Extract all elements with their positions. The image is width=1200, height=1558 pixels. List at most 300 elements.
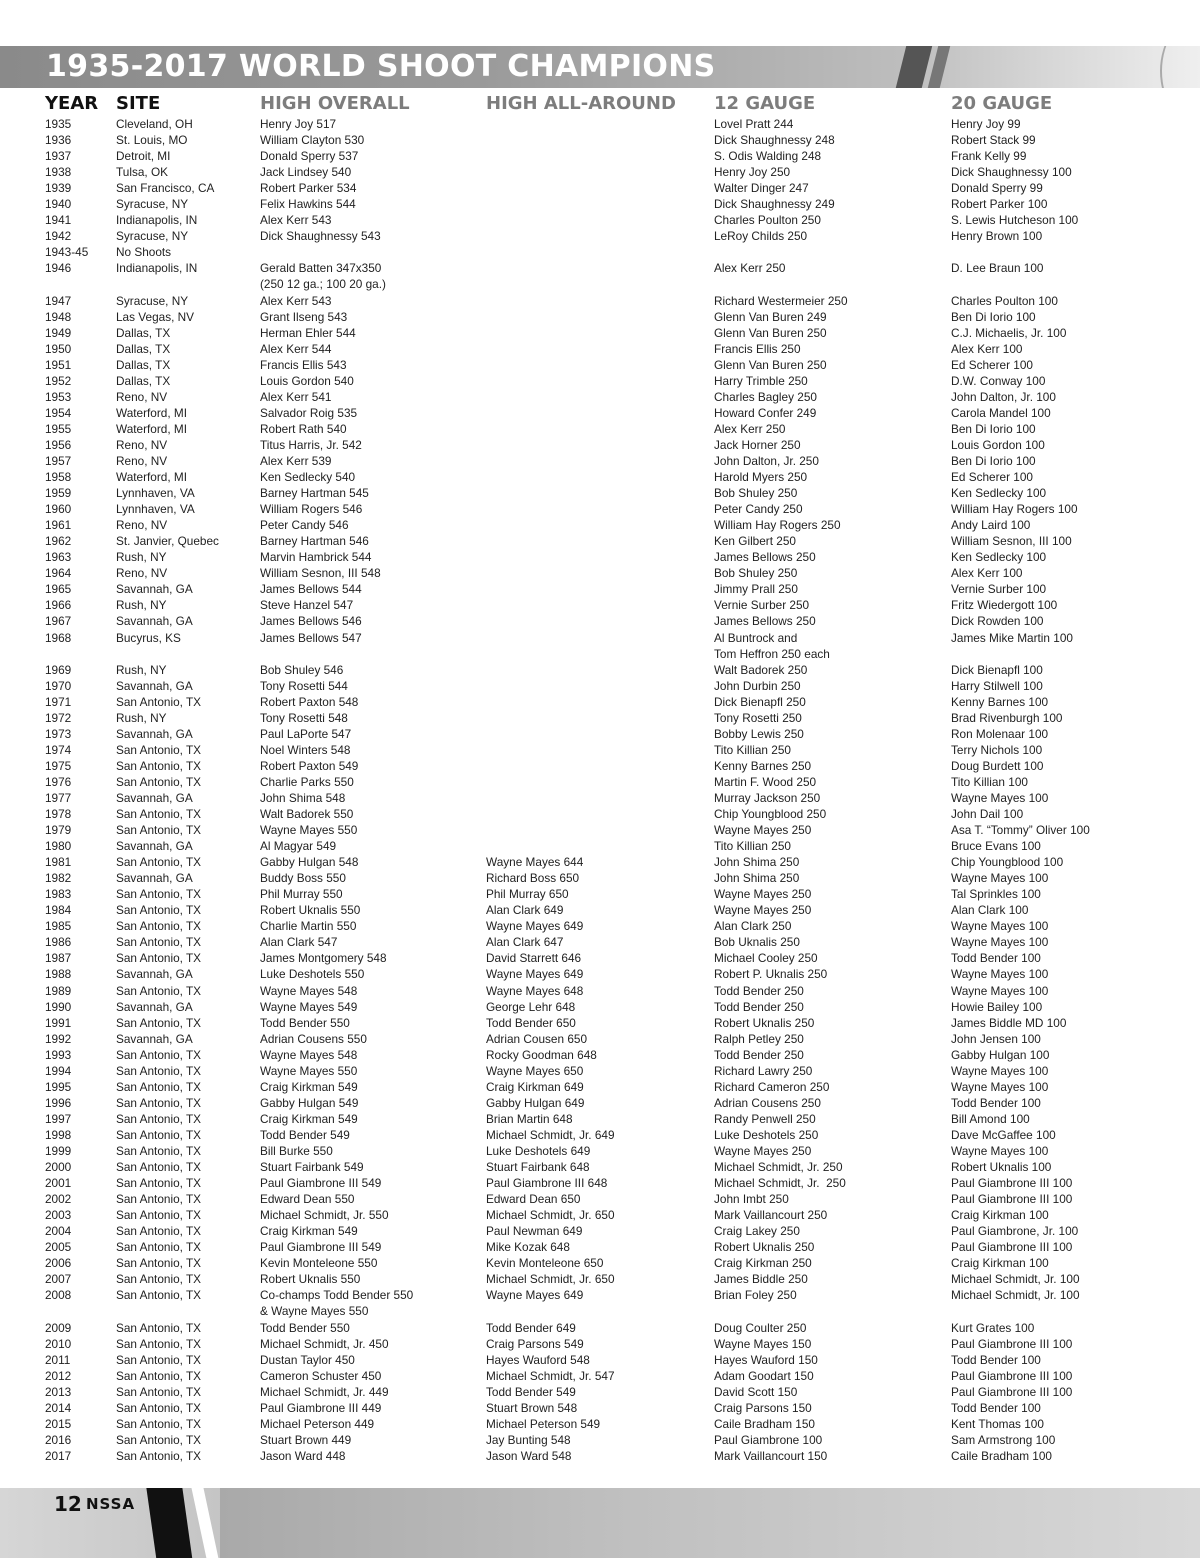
12-gauge-cell: John Shima 250 — [714, 871, 800, 886]
high-overall-cell: Stuart Brown 449 — [260, 1432, 352, 1447]
table-row — [0, 838, 1200, 854]
20-gauge-cell: Charles Poulton 100 — [951, 293, 1058, 308]
20-gauge-cell: John Jensen 100 — [951, 1031, 1041, 1046]
year-cell: 1988 — [45, 967, 72, 982]
site-cell: Indianapolis, IN — [116, 213, 198, 228]
12-gauge-cell: Richard Westermeier 250 — [714, 293, 848, 308]
table-row — [0, 950, 1200, 966]
table-row — [0, 309, 1200, 325]
12-gauge-cell: Al Buntrock and Tom Heffron 250 each — [714, 630, 830, 661]
20-gauge-cell: James Biddle MD 100 — [951, 1015, 1067, 1030]
year-cell: 1974 — [45, 742, 72, 757]
high-all-around-cell: Michael Peterson 549 — [486, 1416, 601, 1431]
table-row — [0, 1127, 1200, 1143]
high-overall-cell: Paul Giambrone III 549 — [260, 1176, 382, 1191]
table-row — [0, 533, 1200, 549]
high-overall-cell: Felix Hawkins 544 — [260, 197, 356, 212]
12-gauge-cell: Wayne Mayes 250 — [714, 887, 812, 902]
site-cell: San Antonio, TX — [116, 1111, 202, 1126]
20-gauge-cell: Ed Scherer 100 — [951, 357, 1033, 372]
table-row — [0, 999, 1200, 1015]
12-gauge-cell: Todd Bender 250 — [714, 1047, 804, 1062]
12-gauge-cell: Luke Deshotels 250 — [714, 1127, 819, 1142]
year-cell: 2002 — [45, 1192, 72, 1207]
high-overall-cell: Robert Uknalis 550 — [260, 1272, 361, 1287]
year-cell: 2007 — [45, 1272, 72, 1287]
table-row — [0, 726, 1200, 742]
20-gauge-cell: James Mike Martin 100 — [951, 630, 1073, 645]
high-overall-cell: Barney Hartman 545 — [260, 486, 369, 501]
table-row — [0, 854, 1200, 870]
12-gauge-cell: Craig Lakey 250 — [714, 1224, 800, 1239]
table-row — [0, 180, 1200, 196]
table-row — [0, 1015, 1200, 1031]
site-cell: San Antonio, TX — [116, 1095, 202, 1110]
20-gauge-cell: Kenny Barnes 100 — [951, 694, 1049, 709]
page-footer — [0, 1488, 1200, 1558]
high-all-around-cell: Craig Kirkman 649 — [486, 1079, 584, 1094]
year-cell: 2011 — [45, 1352, 71, 1367]
table-row — [0, 886, 1200, 902]
site-cell: San Antonio, TX — [116, 903, 202, 918]
20-gauge-cell: Todd Bender 100 — [951, 1095, 1041, 1110]
table-row — [0, 918, 1200, 934]
high-overall-cell: Peter Candy 546 — [260, 518, 349, 533]
site-cell: San Antonio, TX — [116, 983, 202, 998]
high-overall-cell: Barney Hartman 546 — [260, 534, 369, 549]
year-cell: 1980 — [45, 839, 72, 854]
table-row — [0, 1159, 1200, 1175]
20-gauge-cell: Terry Nichols 100 — [951, 742, 1043, 757]
high-all-around-cell: Edward Dean 650 — [486, 1192, 581, 1207]
table-row — [0, 710, 1200, 726]
high-overall-cell: Adrian Cousens 550 — [260, 1031, 367, 1046]
12-gauge-cell: Harry Trimble 250 — [714, 373, 808, 388]
20-gauge-cell: C.J. Michaelis, Jr. 100 — [951, 325, 1067, 340]
year-cell: 1985 — [45, 919, 72, 934]
12-gauge-cell: Glenn Van Buren 249 — [714, 309, 827, 324]
12-gauge-cell: Jimmy Prall 250 — [714, 582, 798, 597]
year-cell: 1952 — [45, 373, 72, 388]
decorative-stripe — [189, 1488, 222, 1558]
20-gauge-cell: Paul Giambrone III 100 — [951, 1384, 1073, 1399]
year-cell: 1975 — [45, 758, 72, 773]
20-gauge-cell: Vernie Surber 100 — [951, 582, 1047, 597]
table-row — [0, 196, 1200, 212]
year-cell: 1983 — [45, 887, 72, 902]
year-cell: 1946 — [45, 261, 72, 276]
site-cell: Syracuse, NY — [116, 197, 189, 212]
12-gauge-cell: LeRoy Childs 250 — [714, 229, 808, 244]
header-12-gauge: 12 GAUGE — [714, 93, 816, 114]
year-cell: 1969 — [45, 662, 72, 677]
high-all-around-cell: Wayne Mayes 648 — [486, 983, 584, 998]
high-all-around-cell: Wayne Mayes 649 — [486, 1288, 584, 1303]
year-cell: 2015 — [45, 1416, 72, 1431]
site-cell: Reno, NV — [116, 437, 168, 452]
year-cell: 1993 — [45, 1047, 72, 1062]
12-gauge-cell: Wayne Mayes 150 — [714, 1336, 812, 1351]
site-cell: Reno, NV — [116, 566, 168, 581]
20-gauge-cell: Ken Sedlecky 100 — [951, 550, 1047, 565]
site-cell: San Antonio, TX — [116, 823, 202, 838]
site-cell: San Antonio, TX — [116, 807, 202, 822]
high-all-around-cell: Wayne Mayes 649 — [486, 919, 584, 934]
20-gauge-cell: Harry Stilwell 100 — [951, 678, 1043, 693]
site-cell: San Antonio, TX — [116, 742, 202, 757]
12-gauge-cell: Mark Vaillancourt 250 — [714, 1208, 828, 1223]
high-all-around-cell: Michael Schmidt, Jr. 547 — [486, 1368, 615, 1383]
12-gauge-cell: Bob Uknalis 250 — [714, 935, 800, 950]
site-cell: San Antonio, TX — [116, 1144, 202, 1158]
table-row — [0, 1079, 1200, 1095]
12-gauge-cell: Todd Bender 250 — [714, 999, 804, 1014]
site-cell: Lynnhaven, VA — [116, 502, 195, 517]
site-cell: San Antonio, TX — [116, 1160, 202, 1175]
table-row — [0, 453, 1200, 469]
high-overall-cell: Charlie Martin 550 — [260, 919, 357, 934]
high-overall-cell: Francis Ellis 543 — [260, 357, 347, 372]
header-high-overall: HIGH OVERALL — [260, 93, 410, 114]
year-cell: 2008 — [45, 1288, 72, 1303]
20-gauge-cell: Wayne Mayes 100 — [951, 919, 1049, 934]
12-gauge-cell: John Shima 250 — [714, 855, 800, 870]
site-cell: San Antonio, TX — [116, 1127, 202, 1142]
year-cell: 1943-45 — [45, 245, 89, 260]
high-overall-cell: John Shima 548 — [260, 790, 346, 805]
high-all-around-cell: Michael Schmidt, Jr. 649 — [486, 1127, 615, 1142]
table-row — [0, 164, 1200, 180]
12-gauge-cell: Alex Kerr 250 — [714, 421, 786, 436]
site-cell: San Antonio, TX — [116, 1288, 202, 1303]
year-cell: 1937 — [45, 149, 72, 164]
table-row — [0, 870, 1200, 886]
table-row — [0, 822, 1200, 838]
high-all-around-cell: Craig Parsons 549 — [486, 1336, 584, 1351]
year-cell: 1961 — [45, 518, 72, 533]
site-cell: Savannah, GA — [116, 999, 193, 1014]
site-cell: Savannah, GA — [116, 582, 193, 597]
table-row — [0, 613, 1200, 629]
12-gauge-cell: Walter Dinger 247 — [714, 181, 809, 196]
high-overall-cell: Wayne Mayes 550 — [260, 1063, 358, 1078]
high-all-around-cell: Stuart Brown 548 — [486, 1400, 578, 1415]
header-high-all-around: HIGH ALL-AROUND — [486, 93, 676, 114]
high-overall-cell: James Bellows 544 — [260, 582, 362, 597]
high-overall-cell: James Bellows 547 — [260, 630, 362, 645]
site-cell: Rush, NY — [116, 662, 167, 677]
site-cell: San Antonio, TX — [116, 1224, 202, 1239]
high-overall-cell: Michael Schmidt, Jr. 450 — [260, 1336, 389, 1351]
site-cell: Savannah, GA — [116, 871, 193, 886]
20-gauge-cell: Dick Bienapfl 100 — [951, 662, 1043, 677]
20-gauge-cell: Caile Bradham 100 — [951, 1448, 1052, 1463]
20-gauge-cell: Wayne Mayes 100 — [951, 790, 1049, 805]
site-cell: No Shoots — [116, 245, 172, 260]
high-overall-cell: Walt Badorek 550 — [260, 807, 354, 822]
20-gauge-cell: Todd Bender 100 — [951, 1400, 1041, 1415]
12-gauge-cell: Francis Ellis 250 — [714, 341, 801, 356]
table-row — [0, 228, 1200, 244]
year-cell: 1958 — [45, 470, 72, 485]
high-overall-cell: Noel Winters 548 — [260, 742, 351, 757]
table-row — [0, 1143, 1200, 1159]
table-row — [0, 341, 1200, 357]
high-overall-cell: Wayne Mayes 548 — [260, 983, 358, 998]
footer-panel — [220, 1488, 1200, 1558]
20-gauge-cell: Fritz Wiedergott 100 — [951, 598, 1058, 613]
site-cell: San Antonio, TX — [116, 1352, 202, 1367]
year-cell: 1987 — [45, 951, 72, 966]
high-overall-cell: William Rogers 546 — [260, 502, 363, 517]
year-cell: 1960 — [45, 502, 72, 517]
20-gauge-cell: Wayne Mayes 100 — [951, 1063, 1049, 1078]
20-gauge-cell: Frank Kelly 99 — [951, 149, 1027, 164]
year-cell: 1938 — [45, 165, 72, 180]
year-cell: 1972 — [45, 710, 72, 725]
20-gauge-cell: Dave McGaffee 100 — [951, 1127, 1056, 1142]
site-cell: Savannah, GA — [116, 614, 193, 629]
high-all-around-cell: Todd Bender 649 — [486, 1320, 576, 1335]
20-gauge-cell: Wayne Mayes 100 — [951, 983, 1049, 998]
year-cell: 1949 — [45, 325, 72, 340]
12-gauge-cell: Robert Uknalis 250 — [714, 1015, 815, 1030]
table-row — [0, 1368, 1200, 1384]
site-cell: San Antonio, TX — [116, 1368, 202, 1383]
site-cell: Savannah, GA — [116, 678, 193, 693]
year-cell: 1986 — [45, 935, 72, 950]
table-row — [0, 1271, 1200, 1287]
high-overall-cell: Steve Hanzel 547 — [260, 598, 354, 613]
header-20-gauge: 20 GAUGE — [951, 93, 1053, 114]
high-overall-cell: Craig Kirkman 549 — [260, 1224, 358, 1239]
high-all-around-cell: Todd Bender 650 — [486, 1015, 576, 1030]
12-gauge-cell: Martin F. Wood 250 — [714, 774, 817, 789]
12-gauge-cell: Robert Uknalis 250 — [714, 1240, 815, 1255]
site-cell: Reno, NV — [116, 518, 168, 533]
table-row — [0, 1287, 1200, 1319]
20-gauge-cell: Kent Thomas 100 — [951, 1416, 1044, 1431]
12-gauge-cell: Alan Clark 250 — [714, 919, 792, 934]
site-cell: San Antonio, TX — [116, 758, 202, 773]
year-cell: 1953 — [45, 389, 72, 404]
site-cell: Dallas, TX — [116, 357, 171, 372]
year-cell: 1936 — [45, 133, 72, 148]
12-gauge-cell: Craig Kirkman 250 — [714, 1256, 812, 1271]
year-cell: 1947 — [45, 293, 72, 308]
table-row — [0, 662, 1200, 678]
high-all-around-cell: Richard Boss 650 — [486, 871, 580, 886]
year-cell: 1966 — [45, 598, 72, 613]
20-gauge-cell: John Dail 100 — [951, 807, 1024, 822]
year-cell: 1962 — [45, 534, 72, 549]
year-cell: 1971 — [45, 694, 72, 709]
12-gauge-cell: James Biddle 250 — [714, 1272, 808, 1287]
table-row — [0, 1239, 1200, 1255]
high-overall-cell: William Sesnon, III 548 — [260, 566, 381, 581]
high-overall-cell: Herman Ehler 544 — [260, 325, 356, 340]
table-row — [0, 549, 1200, 565]
year-cell: 1951 — [45, 357, 72, 372]
site-cell: San Antonio, TX — [116, 1047, 202, 1062]
site-cell: St. Janvier, Quebec — [116, 534, 219, 549]
table-row — [0, 1191, 1200, 1207]
12-gauge-cell: Charles Bagley 250 — [714, 389, 817, 404]
20-gauge-cell: Doug Burdett 100 — [951, 758, 1044, 773]
year-cell: 1967 — [45, 614, 72, 629]
high-overall-cell: Donald Sperry 537 — [260, 149, 359, 164]
site-cell: Waterford, MI — [116, 421, 188, 436]
high-overall-cell: Todd Bender 550 — [260, 1015, 350, 1030]
12-gauge-cell: Brian Foley 250 — [714, 1288, 797, 1303]
12-gauge-cell: Glenn Van Buren 250 — [714, 325, 827, 340]
20-gauge-cell: Wayne Mayes 100 — [951, 1144, 1049, 1158]
table-row — [0, 1063, 1200, 1079]
year-cell: 2014 — [45, 1400, 72, 1415]
high-overall-cell: Paul Giambrone III 449 — [260, 1400, 382, 1415]
12-gauge-cell: Michael Schmidt, Jr. 250 — [714, 1160, 843, 1175]
table-row — [0, 148, 1200, 164]
high-overall-cell: Gabby Hulgan 549 — [260, 1095, 359, 1110]
12-gauge-cell: Doug Coulter 250 — [714, 1320, 807, 1335]
high-overall-cell: Wayne Mayes 550 — [260, 823, 358, 838]
table-row — [0, 774, 1200, 790]
table-row — [0, 1223, 1200, 1239]
high-overall-cell: Dick Shaughnessy 543 — [260, 229, 381, 244]
high-all-around-cell: Jay Bunting 548 — [486, 1432, 571, 1447]
high-overall-cell: Craig Kirkman 549 — [260, 1079, 358, 1094]
12-gauge-cell: Harold Myers 250 — [714, 470, 808, 485]
year-cell: 1984 — [45, 903, 72, 918]
table-row — [0, 1111, 1200, 1127]
site-cell: Detroit, MI — [116, 149, 171, 164]
site-cell: San Antonio, TX — [116, 1448, 202, 1463]
year-cell: 1954 — [45, 405, 72, 420]
20-gauge-cell: Craig Kirkman 100 — [951, 1256, 1049, 1271]
site-cell: Syracuse, NY — [116, 229, 189, 244]
20-gauge-cell: Wayne Mayes 100 — [951, 967, 1049, 982]
high-all-around-cell: Michael Schmidt, Jr. 650 — [486, 1208, 615, 1223]
12-gauge-cell: James Bellows 250 — [714, 550, 816, 565]
12-gauge-cell: Chip Youngblood 250 — [714, 807, 827, 822]
high-all-around-cell: Brian Martin 648 — [486, 1111, 573, 1126]
high-overall-cell: Bill Burke 550 — [260, 1144, 333, 1158]
site-cell: San Antonio, TX — [116, 1416, 202, 1431]
site-cell: Lynnhaven, VA — [116, 486, 195, 501]
high-overall-cell: Robert Uknalis 550 — [260, 903, 361, 918]
high-overall-cell: Marvin Hambrick 544 — [260, 550, 372, 565]
site-cell: San Antonio, TX — [116, 1432, 202, 1447]
site-cell: Rush, NY — [116, 710, 167, 725]
table-body — [0, 116, 1200, 1464]
year-cell: 1976 — [45, 774, 72, 789]
high-overall-cell: Tony Rosetti 544 — [260, 678, 348, 693]
high-all-around-cell: Alan Clark 649 — [486, 903, 564, 918]
year-cell: 2009 — [45, 1320, 72, 1335]
12-gauge-cell: Ralph Petley 250 — [714, 1031, 804, 1046]
table-row — [0, 983, 1200, 999]
12-gauge-cell: Richard Lawry 250 — [714, 1063, 813, 1078]
table-row — [0, 1320, 1200, 1336]
12-gauge-cell: Adrian Cousens 250 — [714, 1095, 821, 1110]
site-cell: Reno, NV — [116, 389, 168, 404]
site-cell: San Antonio, TX — [116, 1256, 202, 1271]
year-cell: 1973 — [45, 726, 72, 741]
table-row — [0, 790, 1200, 806]
high-all-around-cell: Wayne Mayes 649 — [486, 967, 584, 982]
high-all-around-cell: Hayes Wauford 548 — [486, 1352, 590, 1367]
year-cell: 1956 — [45, 437, 72, 452]
year-cell: 1998 — [45, 1127, 72, 1142]
high-overall-cell: Bob Shuley 546 — [260, 662, 344, 677]
12-gauge-cell: Dick Bienapfl 250 — [714, 694, 806, 709]
site-cell: Dallas, TX — [116, 341, 171, 356]
20-gauge-cell: Carola Mandel 100 — [951, 405, 1051, 420]
high-overall-cell: Paul LaPorte 547 — [260, 726, 352, 741]
title-band — [0, 46, 1200, 88]
high-overall-cell: Grant Ilseng 543 — [260, 309, 348, 324]
high-overall-cell: Todd Bender 550 — [260, 1320, 350, 1335]
20-gauge-cell: Sam Armstrong 100 — [951, 1432, 1056, 1447]
20-gauge-cell: Ben Di Iorio 100 — [951, 309, 1036, 324]
12-gauge-cell: Charles Poulton 250 — [714, 213, 821, 228]
year-cell: 1994 — [45, 1063, 72, 1078]
high-all-around-cell: Adrian Cousen 650 — [486, 1031, 587, 1046]
site-cell: Cleveland, OH — [116, 117, 193, 131]
high-overall-cell: Al Magyar 549 — [260, 839, 337, 854]
table-row — [0, 1448, 1200, 1464]
high-overall-cell: Salvador Roig 535 — [260, 405, 358, 420]
12-gauge-cell: Howard Confer 249 — [714, 405, 817, 420]
site-cell: Las Vegas, NV — [116, 309, 195, 324]
20-gauge-cell: Wayne Mayes 100 — [951, 935, 1049, 950]
12-gauge-cell: Hayes Wauford 150 — [714, 1352, 818, 1367]
20-gauge-cell: Ken Sedlecky 100 — [951, 486, 1047, 501]
high-all-around-cell: David Starrett 646 — [486, 951, 582, 966]
table-row — [0, 501, 1200, 517]
20-gauge-cell: Todd Bender 100 — [951, 1352, 1041, 1367]
20-gauge-cell: William Sesnon, III 100 — [951, 534, 1072, 549]
table-row — [0, 1175, 1200, 1191]
20-gauge-cell: D.W. Conway 100 — [951, 373, 1046, 388]
table-row — [0, 357, 1200, 373]
12-gauge-cell: Tony Rosetti 250 — [714, 710, 802, 725]
year-cell: 1968 — [45, 630, 72, 645]
12-gauge-cell: Bob Shuley 250 — [714, 566, 798, 581]
site-cell: San Antonio, TX — [116, 1272, 202, 1287]
year-cell: 1935 — [45, 117, 72, 131]
high-overall-cell: William Clayton 530 — [260, 133, 365, 148]
year-cell: 1979 — [45, 823, 72, 838]
table-row — [0, 116, 1200, 132]
12-gauge-cell: Tito Killian 250 — [714, 839, 791, 854]
page-number: 12 — [54, 1492, 82, 1516]
table-row — [0, 1255, 1200, 1271]
year-cell: 1990 — [45, 999, 72, 1014]
20-gauge-cell: Paul Giambrone III 100 — [951, 1240, 1073, 1255]
site-cell: San Antonio, TX — [116, 855, 202, 870]
year-cell: 1959 — [45, 486, 72, 501]
high-overall-cell: Gerald Batten 347x350 (250 12 ga.; 100 20 ga.) — [260, 261, 386, 292]
12-gauge-cell: Michael Schmidt, Jr. 250 — [714, 1176, 846, 1191]
20-gauge-cell: Henry Joy 99 — [951, 117, 1021, 131]
12-gauge-cell: John Imbt 250 — [714, 1192, 789, 1207]
table-header — [0, 92, 1200, 116]
site-cell: Dallas, TX — [116, 373, 171, 388]
high-overall-cell: Jason Ward 448 — [260, 1448, 346, 1463]
12-gauge-cell: Peter Candy 250 — [714, 502, 803, 517]
year-cell: 1997 — [45, 1111, 72, 1126]
